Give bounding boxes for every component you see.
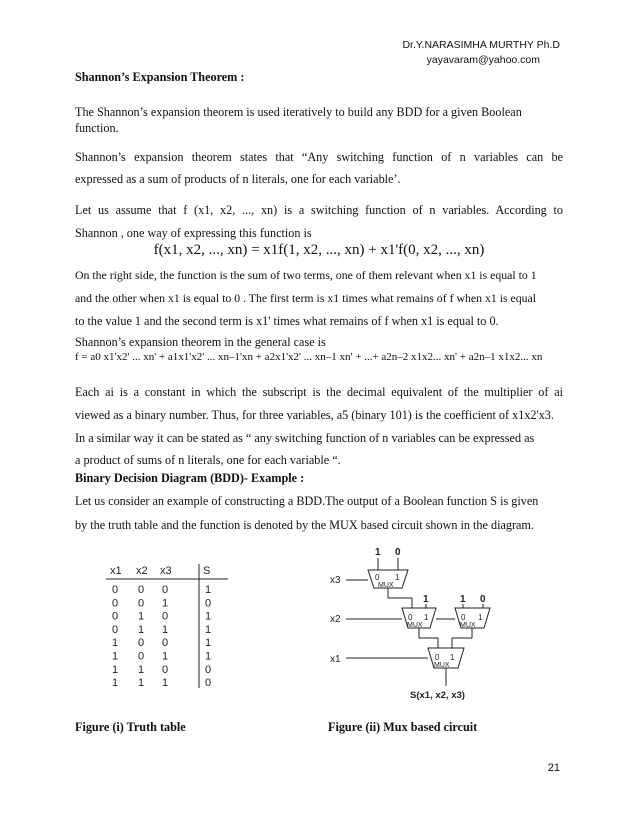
truth-table-cell: 0 (205, 597, 212, 610)
truth-table-cell: 1 (138, 663, 145, 676)
paragraph-explain-line3: to the value 1 and the second term is x1' times what remains of f when x1 is equal to 0. (75, 314, 499, 328)
mux-middle-left (402, 608, 436, 629)
paragraph-constant-line2: viewed as a binary number. Thus, for three variables, a5 (binary 101) is the coefficient of x1x2'x3. (75, 408, 554, 422)
equation-shannon: f(x1, x2, ..., xn) = x1f(1, x2, ..., xn) + x1'f(0, x2, ..., xn) (153, 242, 485, 258)
section-title-shannon: Shannon’s Expansion Theorem : (75, 70, 245, 84)
mux-output-label: S(x1, x2, x3) (410, 690, 465, 701)
paragraph-assume-line2: Shannon , one way of expressing this function is (75, 226, 312, 240)
truth-table-cell: 1 (112, 637, 119, 650)
truth-table-cell: 0 (138, 637, 145, 650)
truth-table-cell: 0 (205, 677, 212, 690)
label-x3: x3 (330, 575, 341, 586)
mux-ml-label: MUX (407, 622, 423, 629)
truth-table-cell: 1 (162, 597, 169, 610)
truth-table-cell: 0 (162, 584, 169, 596)
truth-table-cell: 0 (138, 584, 145, 596)
truth-table-cell: 1 (162, 650, 169, 663)
mux-b-in1: 1 (450, 653, 455, 662)
truth-table-cell: 1 (205, 650, 212, 663)
truth-table-cell: 1 (138, 610, 145, 623)
page-header (340, 38, 560, 68)
caption-truth-table: Figure (i) Truth table (75, 720, 186, 734)
truth-table-cell: 0 (138, 597, 145, 610)
top-const-0: 0 (395, 547, 401, 558)
mux-mr-in0: 0 (461, 613, 466, 622)
paragraph-constant-line4: a product of sums of n literals, one for each variable “. (75, 453, 341, 467)
truth-table-header: x2 (136, 565, 148, 577)
paragraph-explain-line1: On the right side, the function is the sum of two terms, one of them relevant when x1 is equal to 1 (75, 268, 537, 282)
paragraph-intro: The Shannon’s expansion theorem is used iteratively to build any BDD for a given Boolean function. (75, 105, 522, 135)
mid-const-0: 0 (480, 594, 486, 605)
mux-mr-in1: 1 (478, 613, 483, 622)
truth-table-cell: 0 (138, 650, 145, 663)
mux-b-label: MUX (434, 662, 450, 669)
mux-middle-right (455, 608, 490, 629)
mid-const-1a: 1 (423, 594, 429, 605)
top-const-1: 1 (375, 547, 381, 558)
truth-table-cell: 0 (112, 597, 119, 610)
paragraph-statement-line2: expressed as a sum of products of n literals, one for each variable’. (75, 172, 401, 186)
truth-table-cell: 1 (205, 637, 212, 650)
mux-top-label: MUX (378, 582, 394, 589)
truth-table-cell: 0 (112, 610, 119, 623)
truth-table-cell: 0 (112, 584, 119, 596)
truth-table-cell: 0 (162, 663, 169, 676)
label-x2: x2 (330, 614, 341, 625)
truth-table-cell: 1 (138, 623, 145, 636)
truth-table-cell: 1 (112, 677, 119, 690)
truth-table-cell: 0 (112, 623, 119, 636)
paragraph-bdd-line2: by the truth table and the function is denoted by the MUX based circuit shown in the diagram. (75, 518, 534, 532)
paragraph-bdd-line1: Let us consider an example of constructing a BDD.The output of a Boolean function S is given (75, 494, 539, 508)
truth-table-cell: 1 (205, 623, 212, 636)
page-number: 21 (547, 762, 560, 774)
mux-top-in1: 1 (395, 573, 400, 582)
mux-mr-label: MUX (460, 622, 476, 629)
truth-table-header: x3 (160, 565, 172, 577)
truth-table-cell: 1 (162, 677, 169, 690)
truth-table-cell: 0 (162, 610, 169, 623)
truth-table-cell: 0 (205, 663, 212, 676)
mux-b-in0: 0 (435, 653, 440, 662)
paragraph-explain-line2: and the other when x1 is equal to 0 . The first term is x1 times what remains of f when x1 is equal (75, 291, 537, 305)
general-case-label: Shannon’s expansion theorem in the general case is (75, 335, 326, 349)
paragraph-constant-line1: Each ai is a constant in which the subscript is the decimal equivalent of the multiplier of ai (75, 385, 563, 399)
mux-bottom (428, 648, 464, 669)
truth-table-cell: 0 (162, 637, 169, 650)
label-x1: x1 (330, 654, 341, 665)
truth-table-header: x1 (110, 565, 122, 577)
truth-table-cell: 1 (205, 610, 212, 623)
paragraph-assume-line1: Let us assume that f (x1, x2, ..., xn) is a switching function of n variables. According to (75, 203, 563, 217)
truth-table-cell: 1 (112, 650, 119, 663)
truth-table-figure (100, 560, 230, 690)
mux-circuit-figure (320, 540, 500, 712)
truth-table-cell: 1 (112, 663, 119, 676)
truth-table-cell: 1 (138, 677, 145, 690)
caption-mux-circuit: Figure (ii) Mux based circuit (328, 720, 478, 734)
author-name: Dr.Y.NARASIMHA MURTHY Ph.D (402, 39, 560, 51)
author-email: yayavaram@yahoo.com (426, 54, 540, 66)
mid-const-1b: 1 (460, 594, 466, 605)
truth-table-cell: 1 (162, 623, 169, 636)
section-title-bdd: Binary Decision Diagram (BDD)- Example : (75, 471, 305, 485)
paragraph-statement-line1: Shannon’s expansion theorem states that “Any switching function of n variables can be (75, 150, 563, 164)
general-case-equation: f = a0 x1'x2' ... xn' + a1x1'x2' ... xn–1'xn + a2x1'x2' ... xn–1 xn' + ...+ a2n–2 x1x2... xn' + a2n–1 x1x2... xn (75, 351, 543, 363)
truth-table-cell: 1 (205, 584, 212, 596)
mux-ml-in0: 0 (408, 613, 413, 622)
mux-top-in0: 0 (375, 573, 380, 582)
paragraph-constant-line3: In a similar way it can be stated as “ any switching function of n variables can be expressed as (75, 431, 535, 445)
mux-ml-in1: 1 (424, 613, 429, 622)
truth-table-header: S (203, 565, 211, 577)
mux-top (368, 570, 408, 589)
